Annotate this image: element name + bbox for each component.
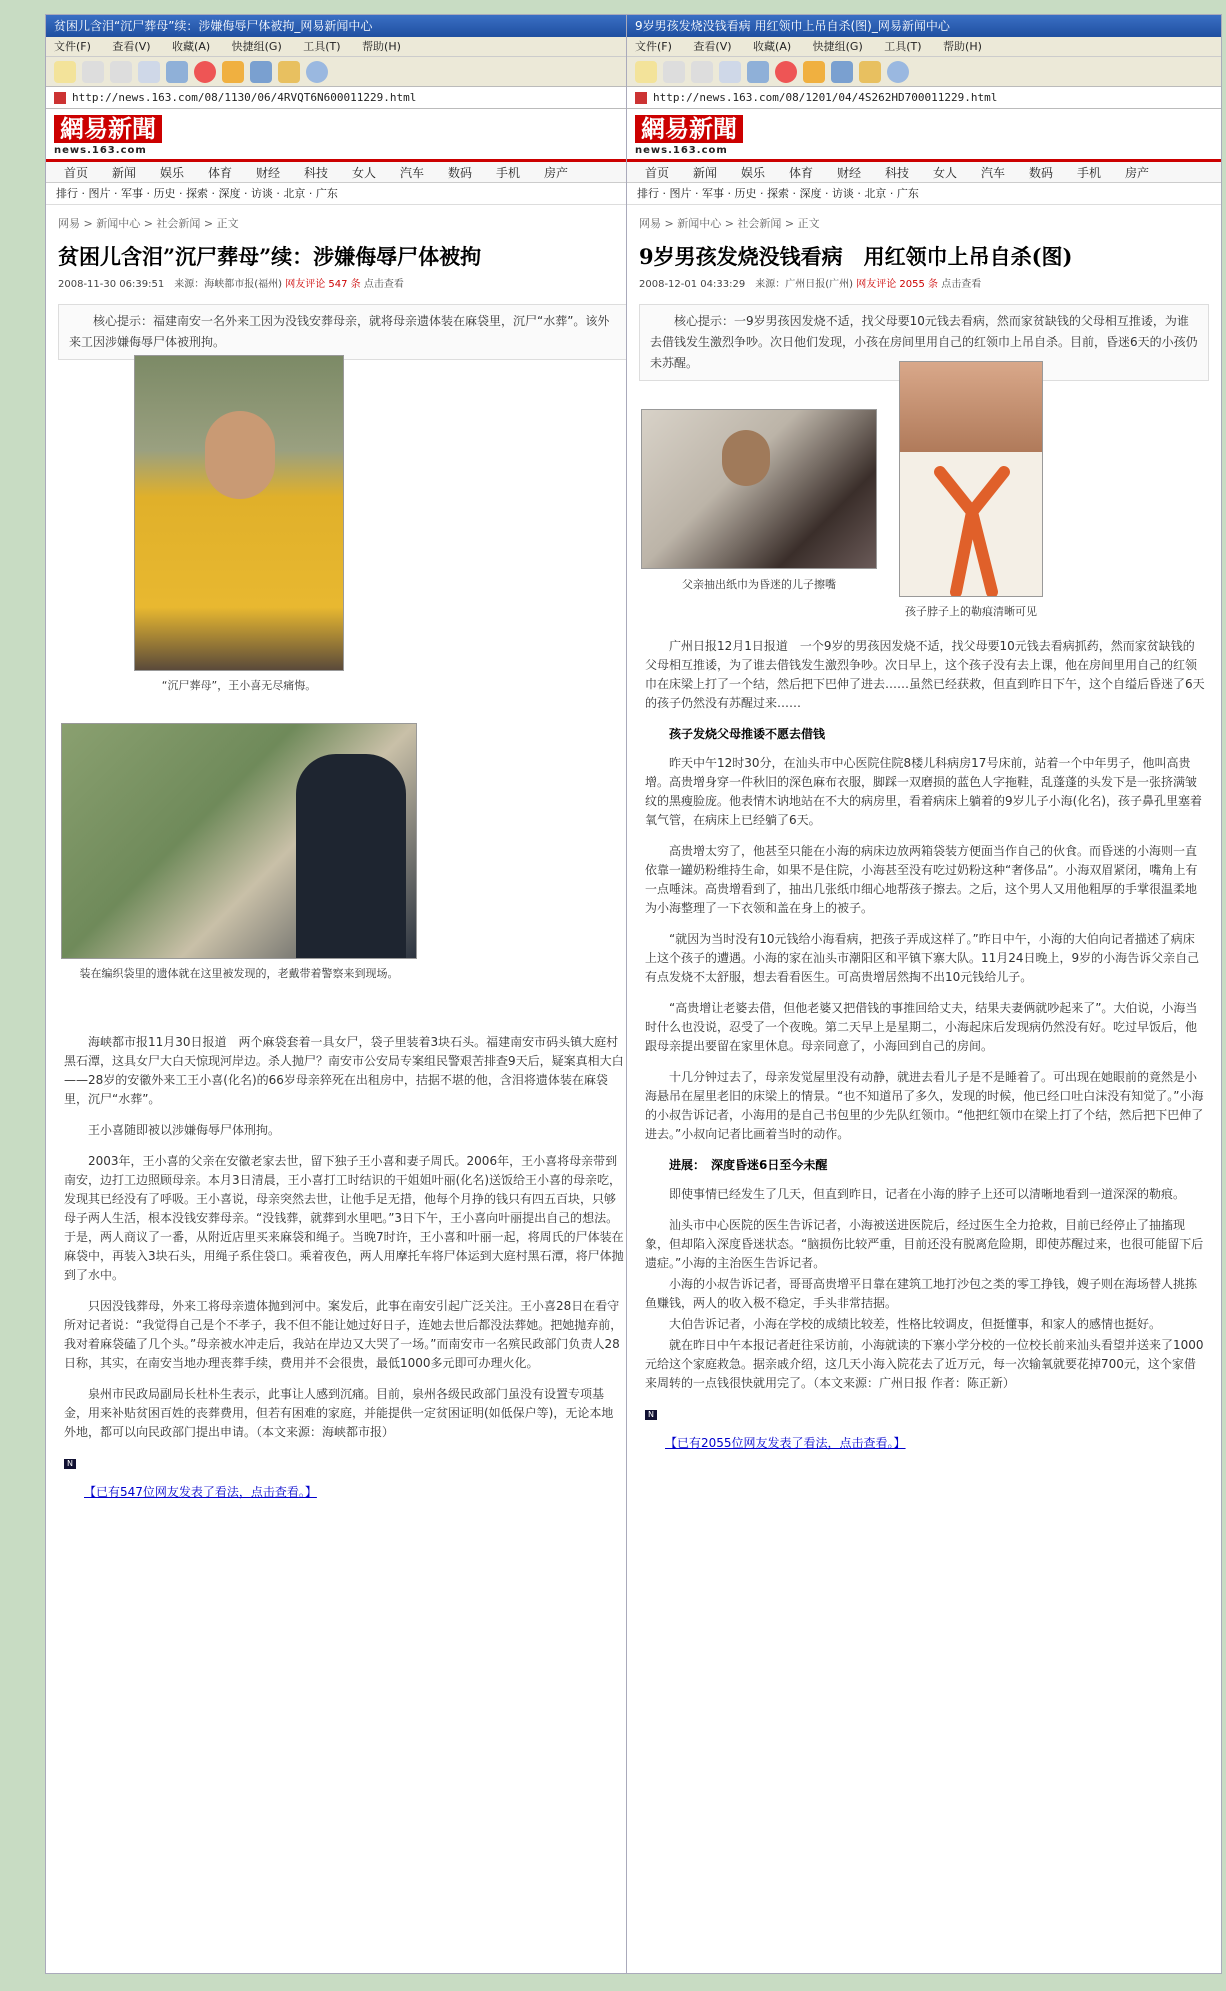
ms-icon: N — [645, 1410, 657, 1420]
new-page-icon[interactable] — [54, 61, 76, 83]
view-comments-link[interactable]: 点击查看 — [363, 279, 404, 290]
photo-caption: 父亲抽出纸巾为昏迷的儿子擦嘴 — [682, 578, 836, 591]
article-date-source: 2008-11-30 06:39:51 来源：海峡都市报(福州) — [58, 279, 283, 290]
menu-bar — [46, 37, 640, 57]
site-logo[interactable] — [46, 109, 640, 159]
article-paragraph: 海峡都市报11月30日报道 两个麻袋套着一具女尸，袋子里装着3块石头。福建南安市码头镇大庭村黑石潭，这具女尸大白天惊现河岸边。杀人抛尸？南安市公安局专案组民警艰苦排查9天后，疑案真相大白——28岁的安徽外来工王小喜(化名)的66岁母亲猝死在出租房中，拮据不堪的他，含泪将遗体装在麻袋里，沉尸“水葬”。 — [64, 1035, 624, 1106]
nav-house[interactable]: 房产 — [543, 165, 568, 180]
refresh-icon[interactable] — [166, 61, 188, 83]
article-paragraph: 小海的小叔告诉记者，哥哥高贵增平日靠在建筑工地打沙包之类的零工挣钱，嫂子则在海场替人挑拣鱼赚钱，两人的收入极不稳定，手头非常拮据。 — [645, 1277, 1198, 1310]
address-bar[interactable] — [46, 87, 640, 109]
nav-sports[interactable]: 体育 — [207, 165, 232, 180]
tools-icon[interactable] — [278, 61, 300, 83]
nav-ent[interactable]: 娱乐 — [159, 165, 184, 180]
nav-sports[interactable]: 体育 — [788, 165, 813, 180]
stop-icon[interactable] — [138, 61, 160, 83]
main-nav — [627, 159, 1221, 183]
nav-house[interactable]: 房产 — [1124, 165, 1149, 180]
page-icon — [54, 92, 66, 104]
ms-icon: N — [64, 1459, 76, 1469]
view-comments-link[interactable]: 点击查看 — [941, 279, 982, 290]
nav-mobile[interactable]: 手机 — [1076, 165, 1101, 180]
undo-icon[interactable] — [831, 61, 853, 83]
article-paragraph: 广州日报12月1日报道 一个9岁的男孩因发烧不适，找父母要10元钱去看病抓药，然而家贫缺钱的父母相互推诿，为了谁去借钱发生激烈争吵。次日早上，这个孩子没有去上课，他在房间里用自己的红领巾在床梁上打了一个结，然后把下巴伸了进去……虽然已经获救，但直到昨日下午，这个自缢后昏迷了6天的孩子仍然没有苏醒过来…… — [645, 639, 1205, 710]
article-body — [64, 1033, 624, 1502]
close-tab-icon[interactable] — [775, 61, 797, 83]
back-icon[interactable] — [82, 61, 104, 83]
section-heading: 进展： 深度昏迷6日至今未醒 — [669, 1158, 828, 1172]
nav-news[interactable]: 新闻 — [111, 165, 136, 180]
nav-digital[interactable]: 数码 — [1028, 165, 1053, 180]
page-icon — [635, 92, 647, 104]
home-icon[interactable] — [222, 61, 244, 83]
article-meta — [627, 275, 1221, 298]
article-meta — [46, 275, 640, 298]
photo-caption: 装在编织袋里的遗体就在这里被发现的，老戴带着警察来到现场。 — [79, 967, 399, 980]
history-icon[interactable] — [887, 61, 909, 83]
photo-father — [641, 409, 877, 569]
sub-nav[interactable]: 排行 · 图片 · 军事 · 历史 · 探索 · 深度 · 访谈 · 北京 · 广东 — [46, 183, 640, 205]
nav-digital[interactable]: 数码 — [447, 165, 472, 180]
menu-tools[interactable]: 工具(T) — [884, 40, 922, 53]
toolbar — [46, 57, 640, 87]
nav-finance[interactable]: 财经 — [836, 165, 861, 180]
article-paragraph: 泉州市民政局副局长杜朴生表示，此事让人感到沉痛。目前，泉州各级民政部门虽没有设置专项基金，用来补贴贫困百姓的丧葬费用，但若有困难的家庭，并能提供一定贫困证明(如低保户等)，无论本地外地，都可以向民政部门提出申请。（本文来源：海峡都市报） — [64, 1387, 614, 1439]
brand-domain: news.163.com — [54, 145, 147, 156]
breadcrumb[interactable]: 网易 > 新闻中心 > 社会新闻 > 正文 — [639, 217, 820, 230]
article-paragraph: 昨天中午12时30分，在汕头市中心医院住院8楼儿科病房17号床前，站着一个中年男子，他叫高贵增。高贵增身穿一件秋旧的深色麻布衣服，脚踩一双磨损的蓝色人字拖鞋，乱蓬蓬的头发下是一张挤满皱纹的黑瘦脸庞。他表情木讷地站在不大的病房里，看着病床上躺着的9岁儿子小海(化名)，孩子鼻孔里塞着氧气管，在病床上已经躺了6天。 — [645, 756, 1203, 827]
toolbar — [627, 57, 1221, 87]
menu-view[interactable]: 查看(V) — [693, 40, 732, 53]
window-title: 贫困儿含泪“沉尸葬母”续：涉嫌侮辱尸体被拘_网易新闻中心 — [46, 15, 640, 37]
menu-shortcuts[interactable]: 快捷组(G) — [231, 40, 282, 53]
photo-caption: “沉尸葬母”，王小喜无尽痛悔。 — [161, 679, 317, 692]
nav-home[interactable]: 首页 — [644, 165, 669, 180]
menu-help[interactable]: 帮助(H) — [943, 40, 982, 53]
photo-scene — [61, 723, 417, 959]
stop-icon[interactable] — [719, 61, 741, 83]
forward-icon[interactable] — [691, 61, 713, 83]
nav-home[interactable]: 首页 — [63, 165, 88, 180]
comment-count[interactable]: 网友评论 2055 条 — [856, 279, 939, 290]
tools-icon[interactable] — [859, 61, 881, 83]
window-title: 9岁男孩发烧没钱看病 用红领巾上吊自杀(图)_网易新闻中心 — [627, 15, 1221, 37]
article-paragraph: 2003年，王小喜的父亲在安徽老家去世，留下独子王小喜和妻子周氏。2006年，王小喜将母亲带到南安，边打工边照顾母亲。本月3日清晨，王小喜打工时结识的干姐姐叶丽(化名)送饭给王小喜的母亲吃，发现其已经没有了呼吸。王小喜说，母亲突然去世，让他手足无措，他每个月挣的钱只有四五百块，只够母子两人生活，根本没钱安葬母亲。“没钱葬，就葬到水里吧。”3日下午，王小喜向叶丽提出自己的想法。于是，两人商议了一番，从附近店里买来麻袋和绳子。当晚7时许，王小喜和叶丽一起，将周氏的尸体装在麻袋中，再装入3块石头，用绳子系住袋口。乘着夜色，两人用摩托车将尸体运到大庭村黑石潭，将尸体抛到了水中。 — [64, 1154, 624, 1282]
nav-auto[interactable]: 汽车 — [980, 165, 1005, 180]
article-paragraph: 即使事情已经发生了几天，但直到昨日，记者在小海的脖子上还可以清晰地看到一道深深的勒痕。 — [669, 1187, 1186, 1201]
menu-bar — [627, 37, 1221, 57]
article-paragraph: 王小喜随即被以涉嫌侮辱尸体刑拘。 — [88, 1123, 281, 1137]
brand-name: 網易新聞 — [54, 115, 162, 143]
menu-favorites[interactable]: 收藏(A) — [753, 40, 792, 53]
nav-women[interactable]: 女人 — [932, 165, 957, 180]
url-text: http://news.163.com/08/1130/06/4RVQT6N600011229.html — [72, 91, 417, 104]
comment-count[interactable]: 网友评论 547 条 — [285, 279, 361, 290]
photo-head-shape — [722, 430, 770, 486]
new-page-icon[interactable] — [635, 61, 657, 83]
menu-tools[interactable]: 工具(T) — [303, 40, 341, 53]
close-tab-icon[interactable] — [194, 61, 216, 83]
article-body — [645, 637, 1205, 1453]
neck-mark-graphic — [900, 362, 1043, 597]
nav-finance[interactable]: 财经 — [255, 165, 280, 180]
site-logo[interactable] — [627, 109, 1221, 159]
nav-ent[interactable]: 娱乐 — [740, 165, 765, 180]
article-paragraph: 十几分钟过去了，母亲发觉屋里没有动静，就进去看儿子是不是睡着了。可出现在她眼前的竟然是小海悬吊在屋里老旧的床梁上的情景。“也不知道吊了多久，发现的时候，他已经口吐白沫没有知觉了。”小海的小叔告诉记者，小海用的是自己书包里的少先队红领巾。“他把红领巾在梁上打了个结，然后把下巴伸了进去。”小叔向记者比画着当时的动作。 — [645, 1070, 1204, 1141]
photo-face-shape — [205, 411, 275, 499]
article-summary: 核心提示：一9岁男孩因发烧不适，找父母要10元钱去看病，然而家贫缺钱的父母相互推诿，为谁去借钱发生激烈争吵。次日他们发现，小孩在房间里用自己的红领巾上吊自杀。目前，昏迷6天的小孩仍未苏醒。 — [639, 304, 1209, 381]
comments-link[interactable]: 【已有2055位网友发表了看法，点击查看。】 — [665, 1436, 906, 1450]
article-paragraph: 就在昨日中午本报记者赶往采访前，小海就读的下寨小学分校的一位校长前来汕头看望并送来了1000元给这个家庭救急。据亲戚介绍，这几天小海入院花去了近万元，每一次输氧就要花掉700元，这个家借来周转的一点钱很快就用完了。（本文来源：广州日报 作者：陈正新） — [645, 1338, 1204, 1390]
nav-tech[interactable]: 科技 — [303, 165, 328, 180]
section-heading: 孩子发烧父母推诿不愿去借钱 — [669, 727, 826, 741]
sub-nav[interactable]: 排行 · 图片 · 军事 · 历史 · 探索 · 深度 · 访谈 · 北京 · 广东 — [627, 183, 1221, 205]
article-paragraph: “就因为当时没有10元钱给小海看病，把孩子弄成这样了。”昨日中午，小海的大伯向记者描述了病床上这个孩子的遭遇。小海的家在汕头市潮阳区和平镇下寨大队。11月24日晚上，9岁的小海告诉父亲自己有点发烧不太舒服，想去看看医生。可高贵增居然掏不出10元钱给儿子。 — [645, 932, 1200, 984]
menu-file[interactable]: 文件(F) — [635, 40, 672, 53]
nav-auto[interactable]: 汽车 — [399, 165, 424, 180]
refresh-icon[interactable] — [747, 61, 769, 83]
photo-police-shape — [296, 754, 406, 959]
menu-shortcuts[interactable]: 快捷组(G) — [812, 40, 863, 53]
article-summary: 核心提示：福建南安一名外来工因为没钱安葬母亲，就将母亲遗体装在麻袋里，沉尸“水葬”。该外来工因涉嫌侮辱尸体被刑拘。 — [58, 304, 628, 360]
brand-name: 網易新聞 — [635, 115, 743, 143]
article-headline: 贫困儿含泪”沉尸葬母”续：涉嫌侮辱尸体被拘 — [58, 244, 482, 269]
nav-women[interactable]: 女人 — [351, 165, 376, 180]
article-paragraph: 高贵增太穷了，他甚至只能在小海的病床边放两箱袋装方便面当作自己的伙食。而昏迷的小海则一直依靠一罐奶粉维持生命，如果不是住院，小海甚至没有吃过奶粉这种“奢侈品”。小海双眉紧闭，嘴角上有一点唾沫。高贵增看到了，抽出几张纸巾细心地帮孩子擦去。之后，这个男人又用他粗厚的手掌很温柔地为小海整理了一下衣领和盖在身上的被子。 — [645, 844, 1198, 915]
back-icon[interactable] — [663, 61, 685, 83]
url-text: http://news.163.com/08/1201/04/4S262HD700011229.html — [653, 91, 998, 104]
left-browser-window — [45, 14, 641, 1974]
main-nav — [46, 159, 640, 183]
article-paragraph: “高贵增让老婆去借，但他老婆又把借钱的事推回给丈夫，结果夫妻俩就吵起来了”。大伯说，小海当时什么也没说，忍受了一个夜晚。第二天早上是星期二，小海起床后发现病仍然没有好。吃过早饭后，他跟母亲提出要留在家里休息。母亲同意了，小海回到自己的房间。 — [645, 1001, 1198, 1053]
menu-view[interactable]: 查看(V) — [112, 40, 151, 53]
brand-domain: news.163.com — [635, 145, 728, 156]
photo-caption: 孩子脖子上的勒痕清晰可见 — [905, 605, 1037, 618]
nav-news[interactable]: 新闻 — [692, 165, 717, 180]
article-paragraph: 大伯告诉记者，小海在学校的成绩比较差，性格比较调皮，但挺懂事，和家人的感情也挺好。 — [669, 1317, 1162, 1331]
article-date-source: 2008-12-01 04:33:29 来源：广州日报(广州) — [639, 279, 854, 290]
right-browser-window — [626, 14, 1222, 1974]
home-icon[interactable] — [803, 61, 825, 83]
article-paragraph: 汕头市中心医院的医生告诉记者，小海被送进医院后，经过医生全力抢救，目前已经停止了抽搐现象，但却陷入深度昏迷状态。“脑损伤比较严重，目前还没有脱离危险期，即使苏醒过来，也很可能留下后遗症。”小海的主治医生告诉记者。 — [645, 1218, 1204, 1270]
article-headline: 9岁男孩发烧没钱看病 用红领巾上吊自杀(图) — [639, 244, 1073, 269]
menu-help[interactable]: 帮助(H) — [362, 40, 401, 53]
breadcrumb[interactable]: 网易 > 新闻中心 > 社会新闻 > 正文 — [58, 217, 239, 230]
history-icon[interactable] — [306, 61, 328, 83]
address-bar[interactable] — [627, 87, 1221, 109]
nav-mobile[interactable]: 手机 — [495, 165, 520, 180]
nav-tech[interactable]: 科技 — [884, 165, 909, 180]
menu-file[interactable]: 文件(F) — [54, 40, 91, 53]
article-paragraph: 只因没钱葬母，外来工将母亲遗体抛到河中。案发后，此事在南安引起广泛关注。王小喜28日在看守所对记者说：“我觉得自己是个不孝子，我不但不能让她过好日子，连她去世后都没法葬她。把她抛弃前，我对着麻袋磕了几个头。”母亲被水冲走后，我站在岸边又大哭了一场。”而南安市一名殡民政部门负责人28日称，其实，在南安当地办理丧葬手续，费用并不会很贵，最低1000多元即可办理火化。 — [64, 1299, 623, 1370]
comments-link[interactable]: 【已有547位网友发表了看法，点击查看。】 — [84, 1485, 317, 1499]
forward-icon[interactable] — [110, 61, 132, 83]
undo-icon[interactable] — [250, 61, 272, 83]
menu-favorites[interactable]: 收藏(A) — [172, 40, 211, 53]
photo-child-neck — [899, 361, 1043, 597]
photo-suspect — [134, 355, 344, 671]
